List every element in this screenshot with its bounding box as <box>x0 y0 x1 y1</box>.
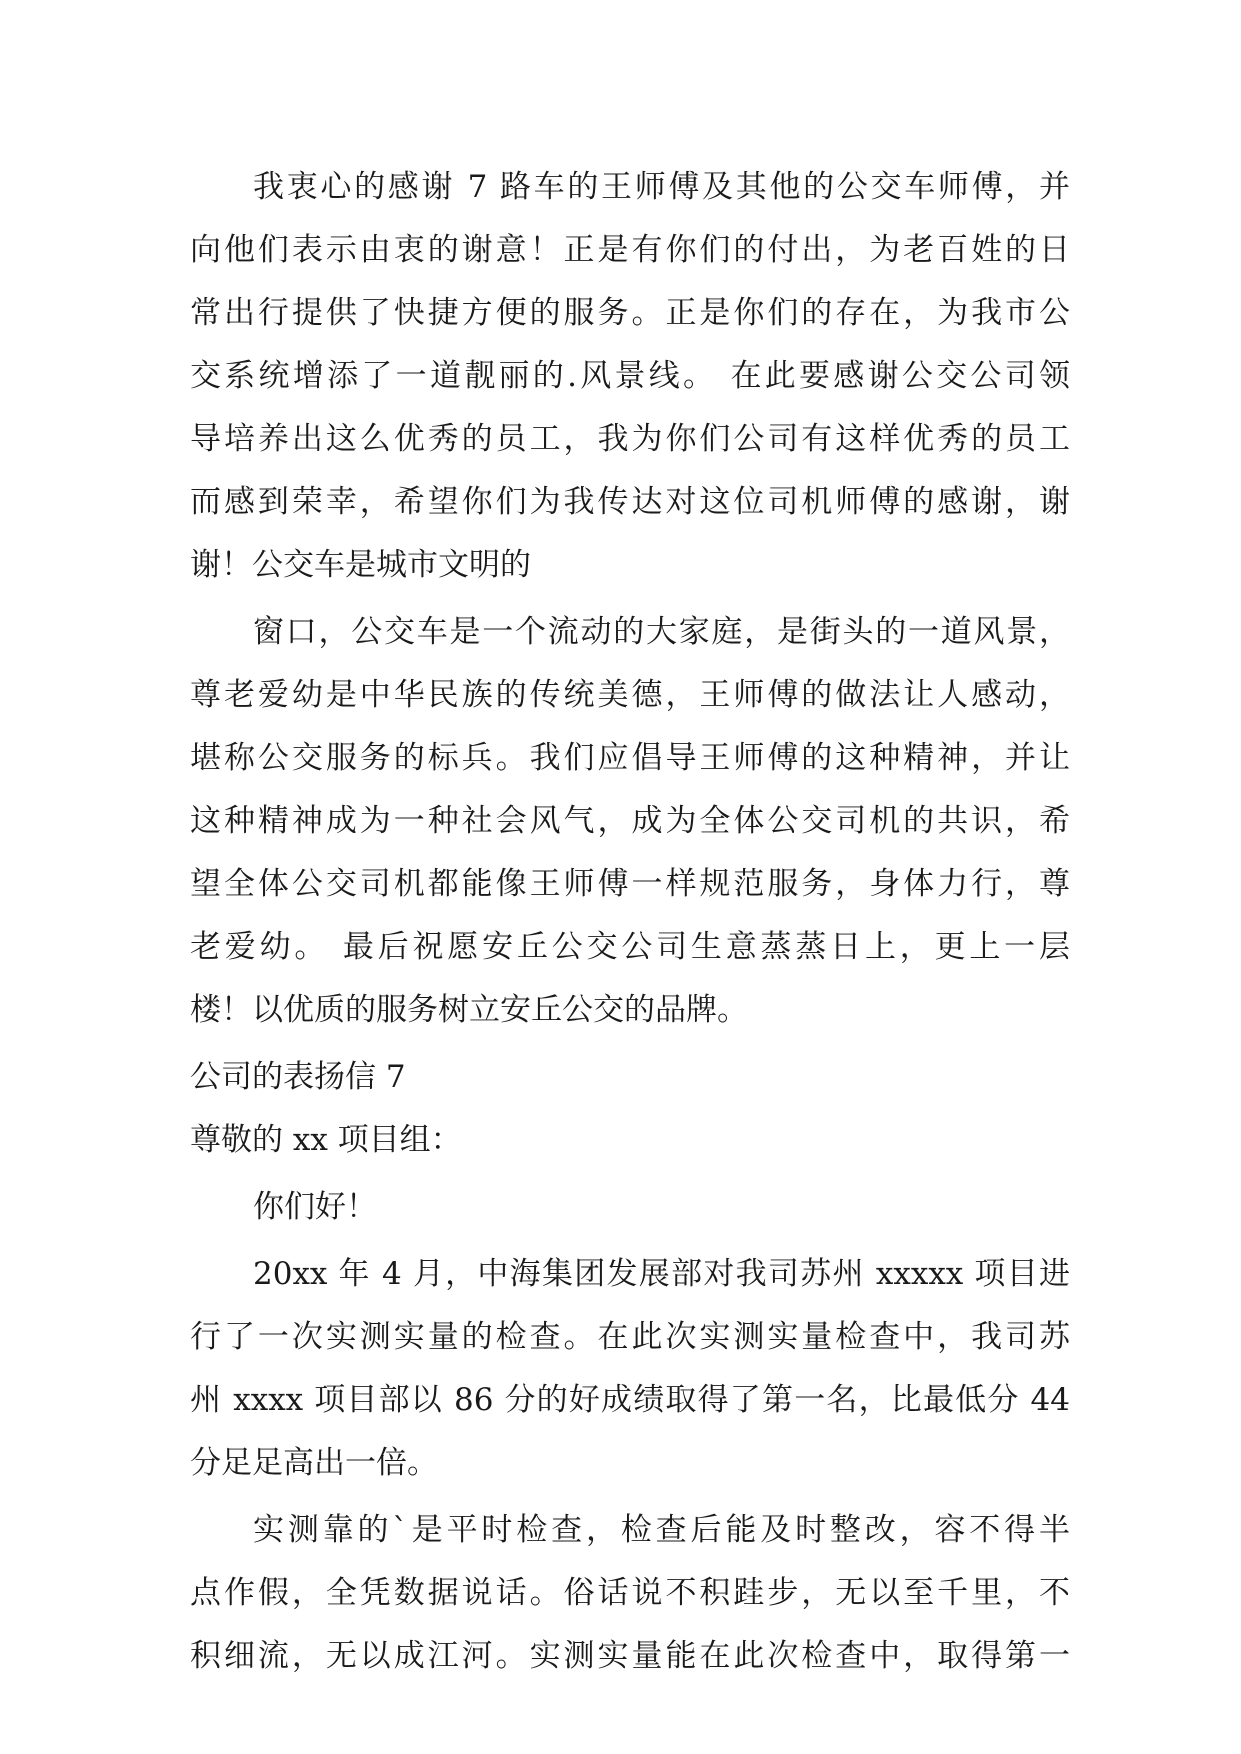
paragraph-2-line-6: 老爱幼。 最后祝愿安丘公交公司生意蒸蒸日上，更上一层 <box>190 929 1070 965</box>
paragraph-4-line-3: 积细流，无以成江河。实测实量能在此次检查中，取得第一 <box>190 1638 1070 1674</box>
paragraph-3-line-2: 行了一次实测实量的检查。在此次实测实量检查中，我司苏 <box>190 1319 1070 1355</box>
paragraph-1-line-7: 谢！公交车是城市文明的 <box>190 547 531 583</box>
paragraph-3-line-1: 20xx 年 4 月，中海集团发展部对我司苏州 xxxxx 项目进 <box>253 1256 1070 1292</box>
greeting: 你们好！ <box>253 1189 377 1225</box>
paragraph-1-line-2: 向他们表示由衷的谢意！正是有你们的付出，为老百姓的日 <box>190 232 1070 268</box>
paragraph-2-line-4: 这种精神成为一种社会风气，成为全体公交司机的共识，希 <box>190 803 1070 839</box>
paragraph-4-line-1: 实测靠的`是平时检查，检查后能及时整改，容不得半 <box>253 1512 1070 1548</box>
paragraph-1-line-4: 交系统增添了一道靓丽的.风景线。 在此要感谢公交公司领 <box>190 358 1070 394</box>
paragraph-3-line-4: 分足足高出一倍。 <box>190 1445 438 1481</box>
paragraph-1-line-5: 导培养出这么优秀的员工，我为你们公司有这样优秀的员工 <box>190 421 1070 457</box>
paragraph-2-line-2: 尊老爱幼是中华民族的传统美德，王师傅的做法让人感动， <box>190 677 1070 713</box>
salutation: 尊敬的 xx 项目组： <box>190 1122 462 1158</box>
section-title: 公司的表扬信 7 <box>190 1059 406 1095</box>
paragraph-3-line-3: 州 xxxx 项目部以 86 分的好成绩取得了第一名，比最低分 44 <box>190 1382 1070 1418</box>
paragraph-2-line-7: 楼！以优质的服务树立安丘公交的品牌。 <box>190 992 748 1028</box>
paragraph-4-line-2: 点作假，全凭数据说话。俗话说不积跬步，无以至千里，不 <box>190 1575 1070 1611</box>
paragraph-2-line-1: 窗口，公交车是一个流动的大家庭，是街头的一道风景， <box>253 614 1070 650</box>
paragraph-1-line-6: 而感到荣幸，希望你们为我传达对这位司机师傅的感谢，谢 <box>190 484 1070 520</box>
paragraph-1-line-3: 常出行提供了快捷方便的服务。正是你们的存在，为我市公 <box>190 295 1070 331</box>
paragraph-2-line-5: 望全体公交司机都能像王师傅一样规范服务，身体力行，尊 <box>190 866 1070 902</box>
paragraph-1-line-1: 我衷心的感谢 7 路车的王师傅及其他的公交车师傅，并 <box>253 169 1070 205</box>
paragraph-2-line-3: 堪称公交服务的标兵。我们应倡导王师傅的这种精神，并让 <box>190 740 1070 776</box>
